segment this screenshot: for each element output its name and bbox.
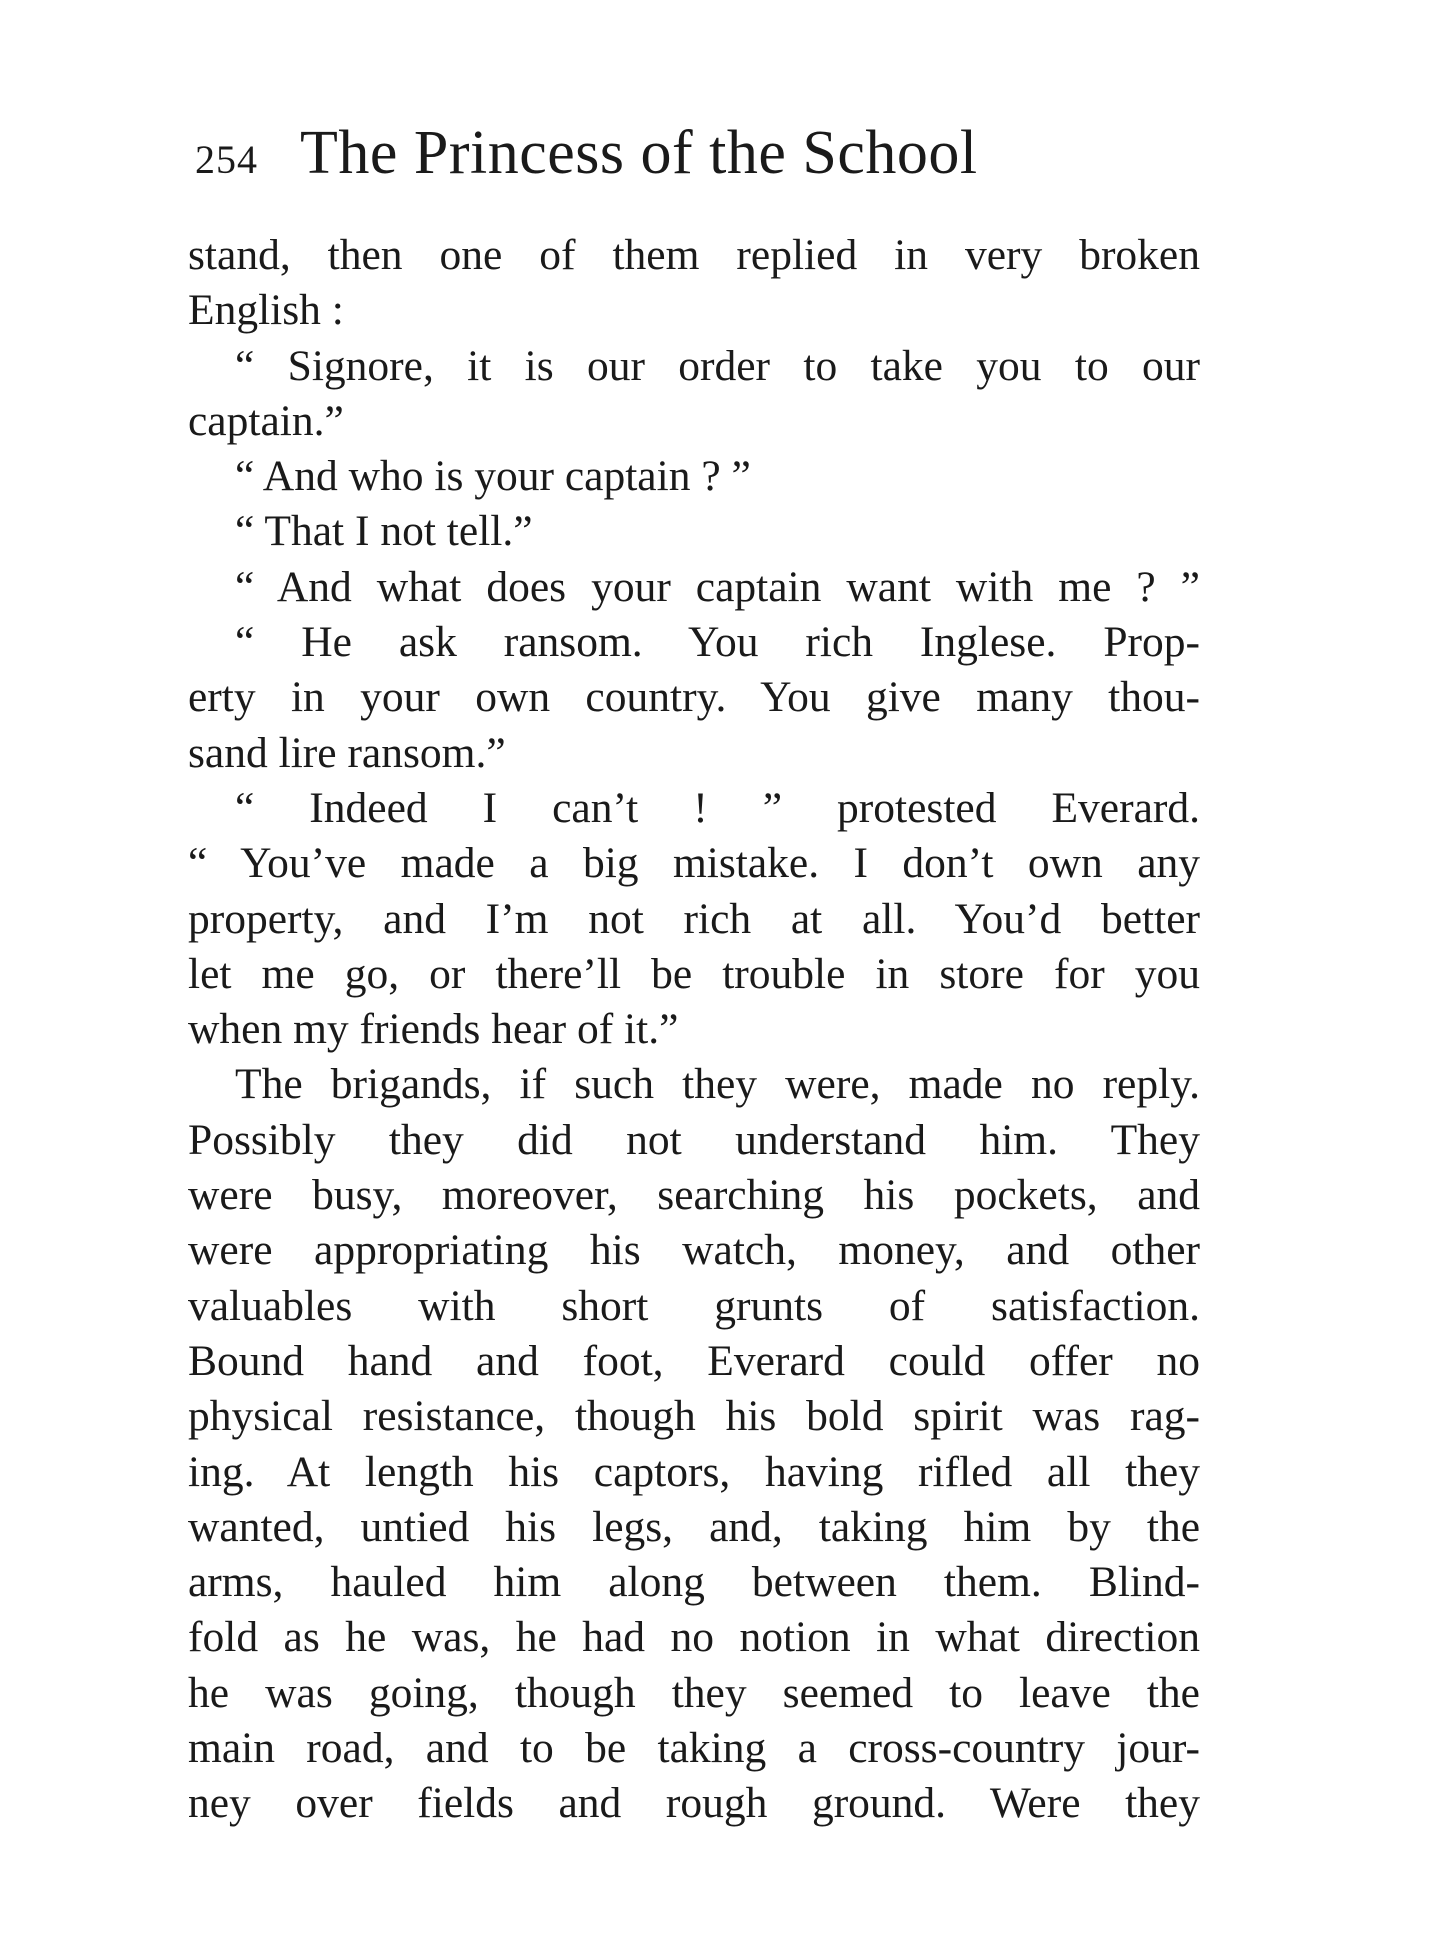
text-line: sand lire ransom.” xyxy=(188,728,506,777)
text-line: “ Signore, it is our order to take you to our xyxy=(235,341,1200,390)
text-line: “ That I not tell.” xyxy=(235,507,533,556)
text-line: Possibly they did not understand him. They xyxy=(188,1115,1200,1164)
running-title: The Princess of the School xyxy=(300,119,978,187)
text-line: Bound hand and foot, Everard could offer no xyxy=(188,1336,1200,1385)
text-line: were appropriating his watch, money, and other xyxy=(188,1226,1200,1275)
page-header xyxy=(195,118,978,189)
text-line: “ You’ve made a big mistake. I don’t own any xyxy=(188,839,1200,888)
text-line: The brigands, if such they were, made no reply. xyxy=(235,1060,1200,1109)
text-line: English : xyxy=(188,286,344,335)
text-line: ney over fields and rough ground. Were they xyxy=(188,1779,1200,1828)
body-text xyxy=(188,228,1200,1832)
text-line: wanted, untied his legs, and, taking him by the xyxy=(188,1502,1200,1551)
text-line: arms, hauled him along between them. Blind- xyxy=(188,1558,1200,1607)
text-line: he was going, though they seemed to leave the xyxy=(188,1668,1200,1717)
text-line: stand, then one of them replied in very broken xyxy=(188,231,1200,279)
text-line: physical resistance, though his bold spirit was rag- xyxy=(188,1392,1200,1441)
text-line: “ Indeed I can’t ! ” protested Everard. xyxy=(235,783,1200,832)
text-line: ing. At length his captors, having rifled all they xyxy=(188,1447,1200,1496)
text-line: property, and I’m not rich at all. You’d better xyxy=(188,894,1200,943)
text-line: valuables with short grunts of satisfaction. xyxy=(188,1281,1200,1330)
text-line: “ And what does your captain want with me ? ” xyxy=(235,562,1200,611)
text-line: when my friends hear of it.” xyxy=(188,1005,679,1054)
text-line: main road, and to be taking a cross-country jour- xyxy=(188,1724,1200,1773)
text-line: “ And who is your captain ? ” xyxy=(235,452,751,501)
text-line: captain.” xyxy=(188,396,344,445)
text-line: fold as he was, he had no notion in what direction xyxy=(188,1613,1200,1662)
page-number: 254 xyxy=(195,137,258,182)
text-line: were busy, moreover, searching his pockets, and xyxy=(188,1171,1200,1220)
text-line: erty in your own country. You give many thou- xyxy=(188,673,1200,722)
text-line: let me go, or there’ll be trouble in store for you xyxy=(188,949,1200,998)
text-line: “ He ask ransom. You rich Inglese. Prop- xyxy=(235,618,1200,667)
